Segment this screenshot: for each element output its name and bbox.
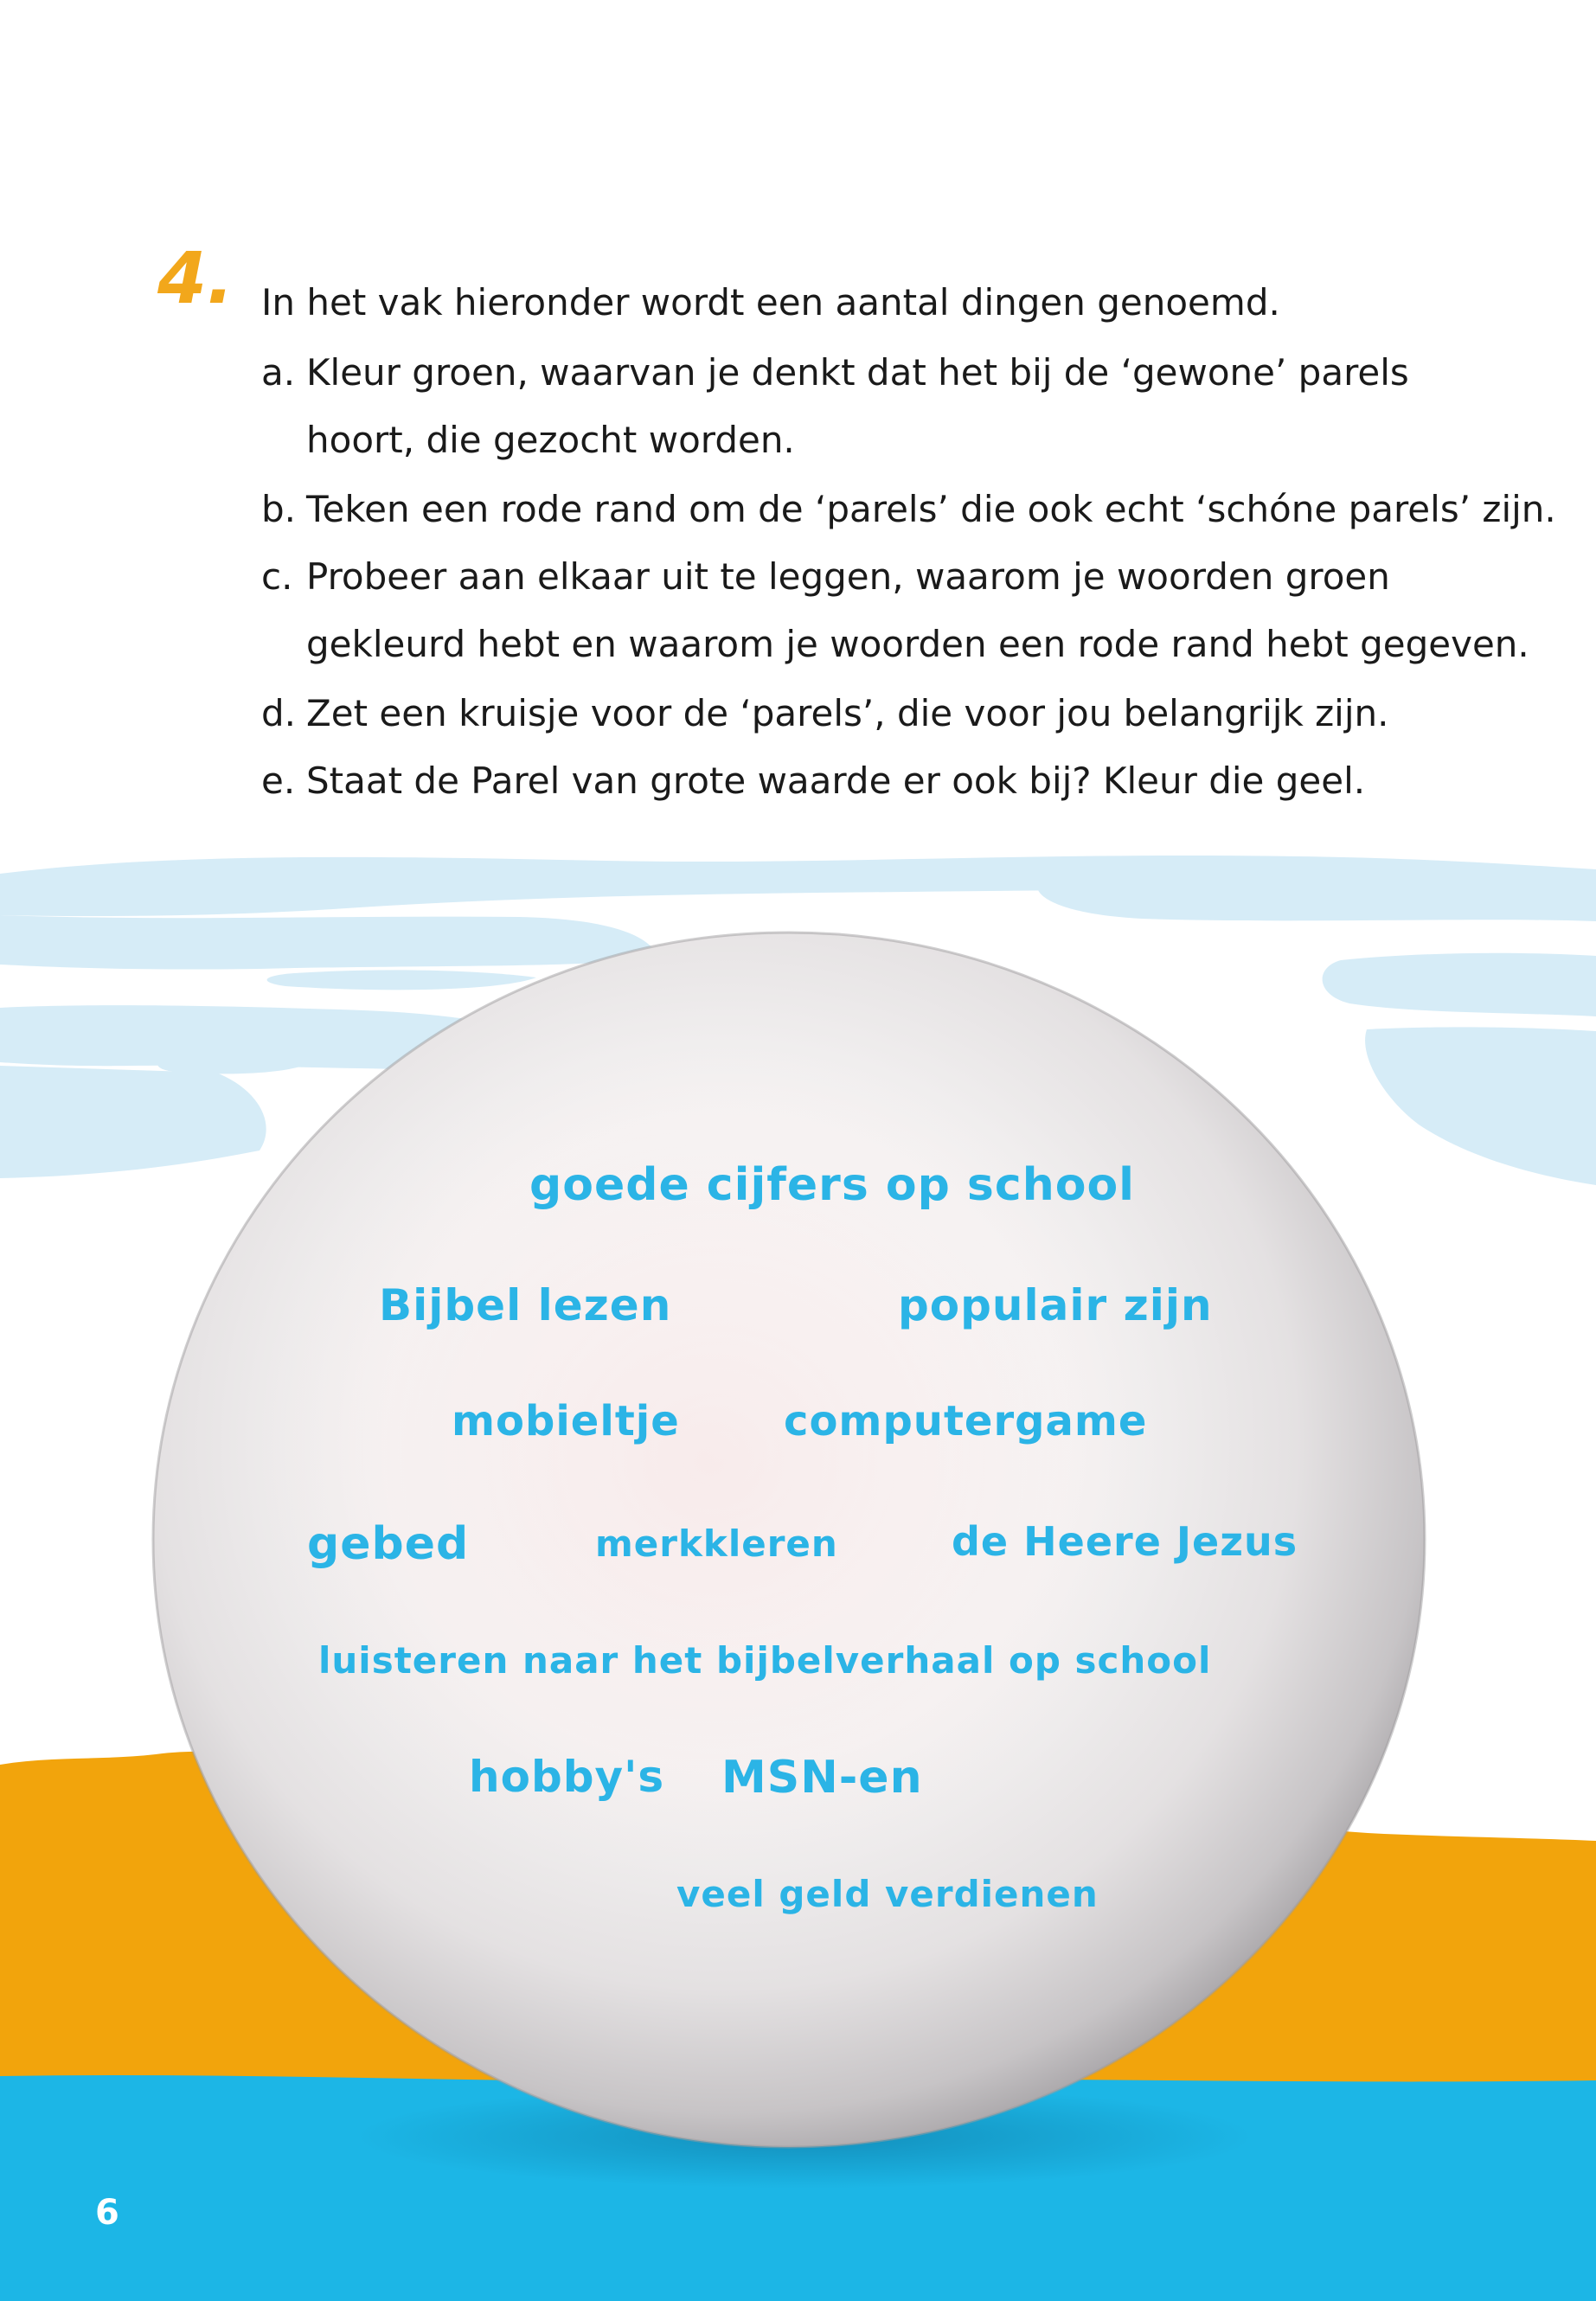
instruction-text-continued: hoort, die gezocht worden. [306,419,795,461]
pearl-word-mobieltje: mobieltje [452,1397,680,1445]
instruction-letter: b. [261,488,297,530]
instruction-text: Staat de Parel van grote waarde er ook bij? Kleur die geel. [306,760,1366,802]
pearl-word-hobbys: hobby's [469,1752,665,1802]
instruction-letter: c. [261,555,293,598]
instruction-text: Teken een rode rand om de ‘parels’ die ook echt ‘schóne parels’ zijn. [306,488,1556,530]
instruction-text: Zet een kruisje voor de ‘parels’, die voor jou belangrijk zijn. [306,692,1389,734]
pearl-word-merkkleren: merkkleren [595,1522,838,1565]
pearl-word-goede-cijfers: goede cijfers op school [529,1159,1135,1211]
instruction-letter: d. [261,692,297,734]
pearl-word-veel-geld-verdienen: veel geld verdienen [676,1873,1099,1915]
exercise-intro: In het vak hieronder wordt een aantal dingen genoemd. [261,281,1280,324]
pearl-word-luisteren: luisteren naar het bijbelverhaal op school [318,1639,1212,1682]
pearl-word-gebed: gebed [307,1518,470,1570]
instruction-item-e [261,747,1365,815]
pearl-word-populair-zijn: populair zijn [898,1280,1213,1330]
pearl-word-de-heere-jezus: de Heere Jezus [952,1518,1298,1565]
instruction-text: Kleur groen, waarvan je denkt dat het bij de ‘gewone’ parels [306,351,1409,394]
instruction-item-b [261,476,1556,543]
instruction-item-a [261,339,1409,474]
pearl-word-msn-en: MSN-en [721,1752,923,1804]
pearl-word-computergame: computergame [784,1397,1148,1445]
instruction-text-continued: gekleurd hebt en waarom je woorden een rode rand hebt gegeven. [306,623,1529,665]
instruction-item-d [261,680,1389,747]
pearl-word-bijbel-lezen: Bijbel lezen [379,1280,672,1330]
instruction-item-c [261,543,1529,678]
instruction-letter: a. [261,351,296,394]
exercise-number: 4. [157,238,234,320]
instruction-text: Probeer aan elkaar uit te leggen, waarom je woorden groen [306,555,1390,598]
instruction-letter: e. [261,760,296,802]
page-number: 6 [95,2193,119,2233]
